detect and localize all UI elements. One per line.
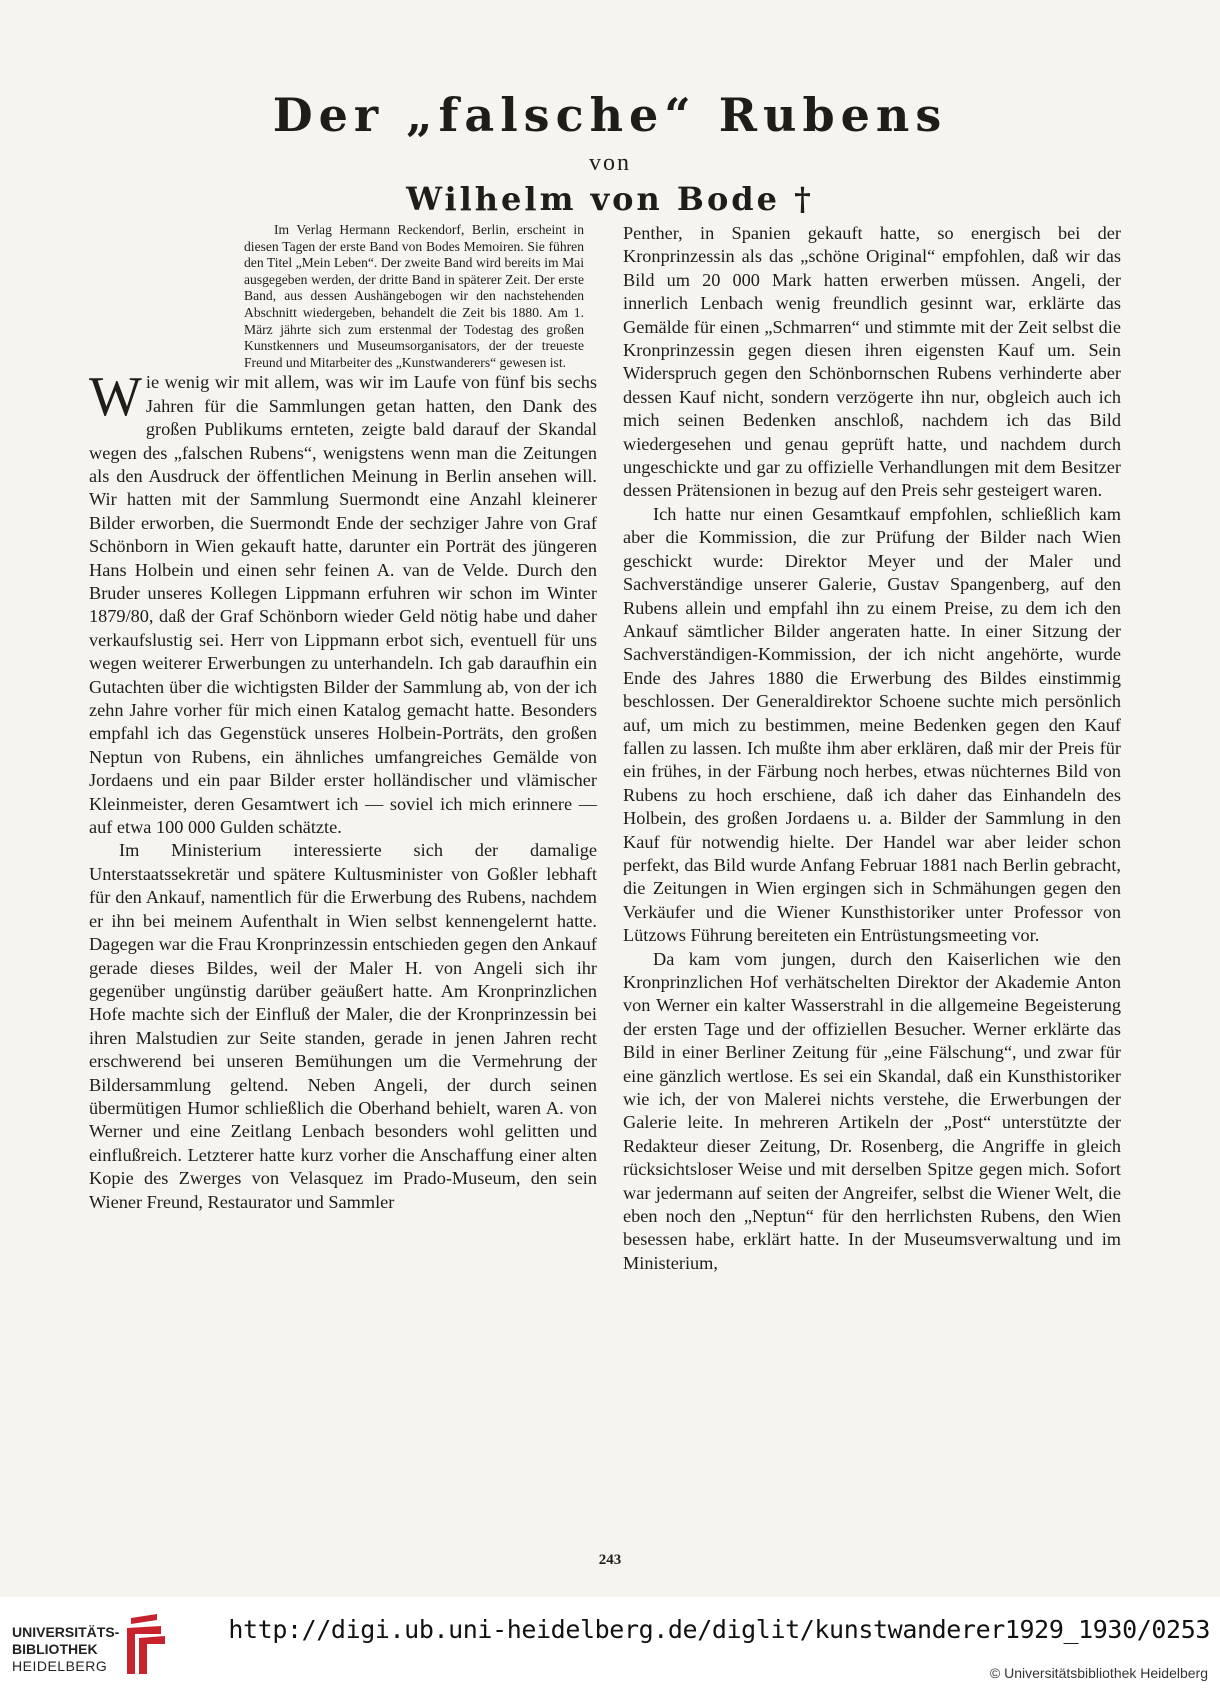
intro-note: Im Verlag Hermann Reckendorf, Berlin, erscheint in diesen Tagen der erste Band von Bodes Memoiren. Sie führen den Titel „Mein Leben“. Der zweite Band wird bereits im Mai ausgegeben werden, der dritte Band in späterer Zeit. Der erste Band, aus dessen Aushängebogen wir den nachstehenden Abschnitt wiedergeben, behandelt die Zeit bis 1880. Am 1. März jährte sich zum erstenmal der Todestag des großen Kunstkenners und Museumsorganisators, der der treueste Freund und Mitarbeiter des „Kunstwanderers“ gewesen ist.: [244, 222, 584, 370]
article-author: Wilhelm von Bode †: [406, 180, 814, 218]
footer-bar: [0, 1597, 1220, 1692]
paragraph-5: Da kam vom jungen, durch den Kaiserlichen wie den Kronprinzlichen Hof verhätschelten Direktor der Akademie Anton von Werner ein kalter Wasserstrahl in die allgemeine Begeisterung der ersten Tage und der offiziellen Besucher. Werner erklärte das Bild in einer Berliner Zeitung für „eine Fälschung“, und zwar für eine gänzlich wertlose. Es sei ein Skandal, daß ein Kunsthistoriker wie ich, der von Malerei nichts verstehe, die Erwerbungen der Galerie leite. In mehreren Artikeln der „Post“ unterstützte der Redakteur dieser Zeitung, Dr. Rosenberg, die Angriffe in gleich rücksichtsloser Weise und mit derselben Spitze gegen mich. Sofort war jedermann auf seiten der Angreifer, selbst die Wiener Welt, die eben noch den „Neptun“ für den herrlichsten Rubens, den Wien besessen habe, erklärt hatte. In der Museumsverwaltung und im Ministerium,: [623, 948, 1121, 1273]
paragraph-1: [89, 366, 597, 839]
logo-line-2: BIBLIOTHEK: [12, 1641, 98, 1657]
library-logo-text: [12, 1624, 120, 1675]
logo-line-3: HEIDELBERG: [12, 1658, 108, 1674]
article-title: Der „falsche“ Rubens: [272, 88, 948, 142]
byline-von: von: [589, 150, 631, 176]
left-column: [89, 222, 597, 1214]
dropcap: W: [89, 366, 142, 429]
page-number: 243: [598, 1552, 622, 1568]
permalink-url[interactable]: http://digi.ub.uni-heidelberg.de/diglit/kunstwanderer1929_1930/0253: [228, 1615, 1210, 1644]
ub-heidelberg-logo-icon: [121, 1614, 167, 1676]
copyright-notice: © Universitätsbibliothek Heidelberg: [989, 1665, 1208, 1681]
logo-line-1: UNIVERSITÄTS-: [12, 1624, 120, 1640]
paragraph-1-text: ie wenig wir mit allem, was wir im Laufe von fünf bis sechs Jahren für die Sammlungen getan hatten, den Dank des großen Publikums ernteten, zeigte bald darauf der Skandal wegen des „falschen Rubens“, wenigstens wenn man die Zeitungen als den Ausdruck der öffentlichen Meinung in Berlin ansehen will. Wir hatten mit der Sammlung Suermondt eine Anzahl kleinerer Bilder erworben, die Suermondt Ende der sechziger Jahre von Graf Schönborn in Wien gekauft hatte, darunter ein Porträt des jüngeren Hans Holbein und einen sehr feinen A. van de Velde. Durch den Bruder unseres Kollegen Lippmann erfuhren wir schon im Winter 1879/80, daß der Graf Schönborn wieder Geld nötig habe und daher verkaufslustig sei. Herr von Lippmann erbot sich, eventuell für uns wegen weiterer Erwerbungen zu unterhandeln. Ich gab daraufhin ein Gutachten über die wichtigsten Bilder der Sammlung ab, von der ich zehn Jahre vorher für mich einen Katalog gemacht hatte. Besonders empfahl ich das Gegenstück unseres Holbein-Porträts, den großen Neptun von Rubens, ein ähnliches umfangreiches Gemälde von Jordaens und ein paar Bilder erster holländischer und vlämischer Kleinmeister, deren Gesamtwert ich — soviel ich mich erinnere — auf etwa 100 000 Gulden schätzte.: [89, 372, 597, 838]
paragraph-2: Im Ministerium interessierte sich der damalige Unterstaatssekretär und spätere Kultusminister von Goßler lebhaft für den Ankauf, namentlich für die Erwerbung des Rubens, nachdem er ihn bei meinem Aufenthalt in Wien selbst kennengelernt hatte. Dagegen war die Frau Kronprinzessin entschieden gegen den Ankauf gerade dieses Bildes, weil der Maler H. von Angeli sich ihr gegenüber ungünstig darüber geäußert hatte. Am Kronprinzlichen Hofe machte sich der Einfluß der Maler, die der Kronprinzessin bei ihren Malstudien zur Seite standen, gerade in jenen Jahren recht erschwerend bei unseren Bemühungen um die Vermehrung der Bildersammlung geltend. Neben Angeli, der durch seinen übermütigen Humor schließlich die Oberhand behielt, waren A. von Werner und eine Zeitlang Lenbach besonders wohl gelitten und einflußreich. Letzterer hatte kurz vorher die Anschaffung einer alten Kopie des Zwerges von Velasquez im Prado-Museum, den sein Wiener Freund, Restaurator und Sammler: [89, 840, 597, 1212]
paragraph-4: Ich hatte nur einen Gesamtkauf empfohlen, schließlich kam aber die Kommission, die zur Prüfung der Bilder nach Wien geschickt wurde: Direktor Meyer und der Maler und Sachverständige unserer Galerie, Gustav Spangenberg, auf den Rubens allein und empfahl ihn zu einem Preise, zu dem ich den Ankauf sämtlicher Bilder angeraten hatte. In einer Sitzung der Sachverständigen-Kommission, der ich nicht angehörte, wurde Ende des Jahres 1880 die Erwerbung des Bildes einstimmig beschlossen. Der Generaldirektor Schoene suchte mich persönlich auf, um mich zu bestimmen, meine Bedenken gegen den Kauf fallen zu lassen. Ich mußte ihm aber erklären, daß mir der Preis für ein frühes, in der Färbung noch herbes, etwas nüchternes Bild von Rubens zu hoch erschiene, daß ich daher das Einhandeln des Holbein, des großen Jordaens u. a. Bilder der Sammlung in den Kauf für notwendig hielte. Der Handel war aber leider schon perfekt, das Bild wurde Anfang Februar 1881 nach Berlin gebracht, die Zeitungen in Wien ergingen sich in Schmähungen gegen den Verkäufer und die Wiener Kunsthistoriker unter Professor von Lützows Führung bereiteten ein Entrüstungsmeeting vor.: [623, 503, 1121, 946]
right-column: [623, 222, 1121, 1275]
paragraph-3: Penther, in Spanien gekauft hatte, so energisch bei der Kronprinzessin als das „schöne Original“ empfohlen, daß wir das Bild um 20 000 Mark hatten erwerben müssen. Angeli, der innerlich Lenbach wenig freundlich gesinnt war, erklärte das Gemälde für einen „Schmarren“ und stimmte mit der Zeit selbst die Kronprinzessin gegen diesen ihren eigensten Kauf um. Sein Widerspruch gegen den Schönbornschen Rubens verhinderte aber dessen Kauf nicht, sondern verzögerte ihn nur, obgleich auch ich mich seinen Bedenken anschloß, nachdem ich das Bild wiedergesehen und genau geprüft hatte, und nachdem durch ungeschickte und gar zu offizielle Verhandlungen mit dem Besitzer dessen Prätensionen in bezug auf den Preis sehr gesteigert waren.: [623, 223, 1121, 501]
